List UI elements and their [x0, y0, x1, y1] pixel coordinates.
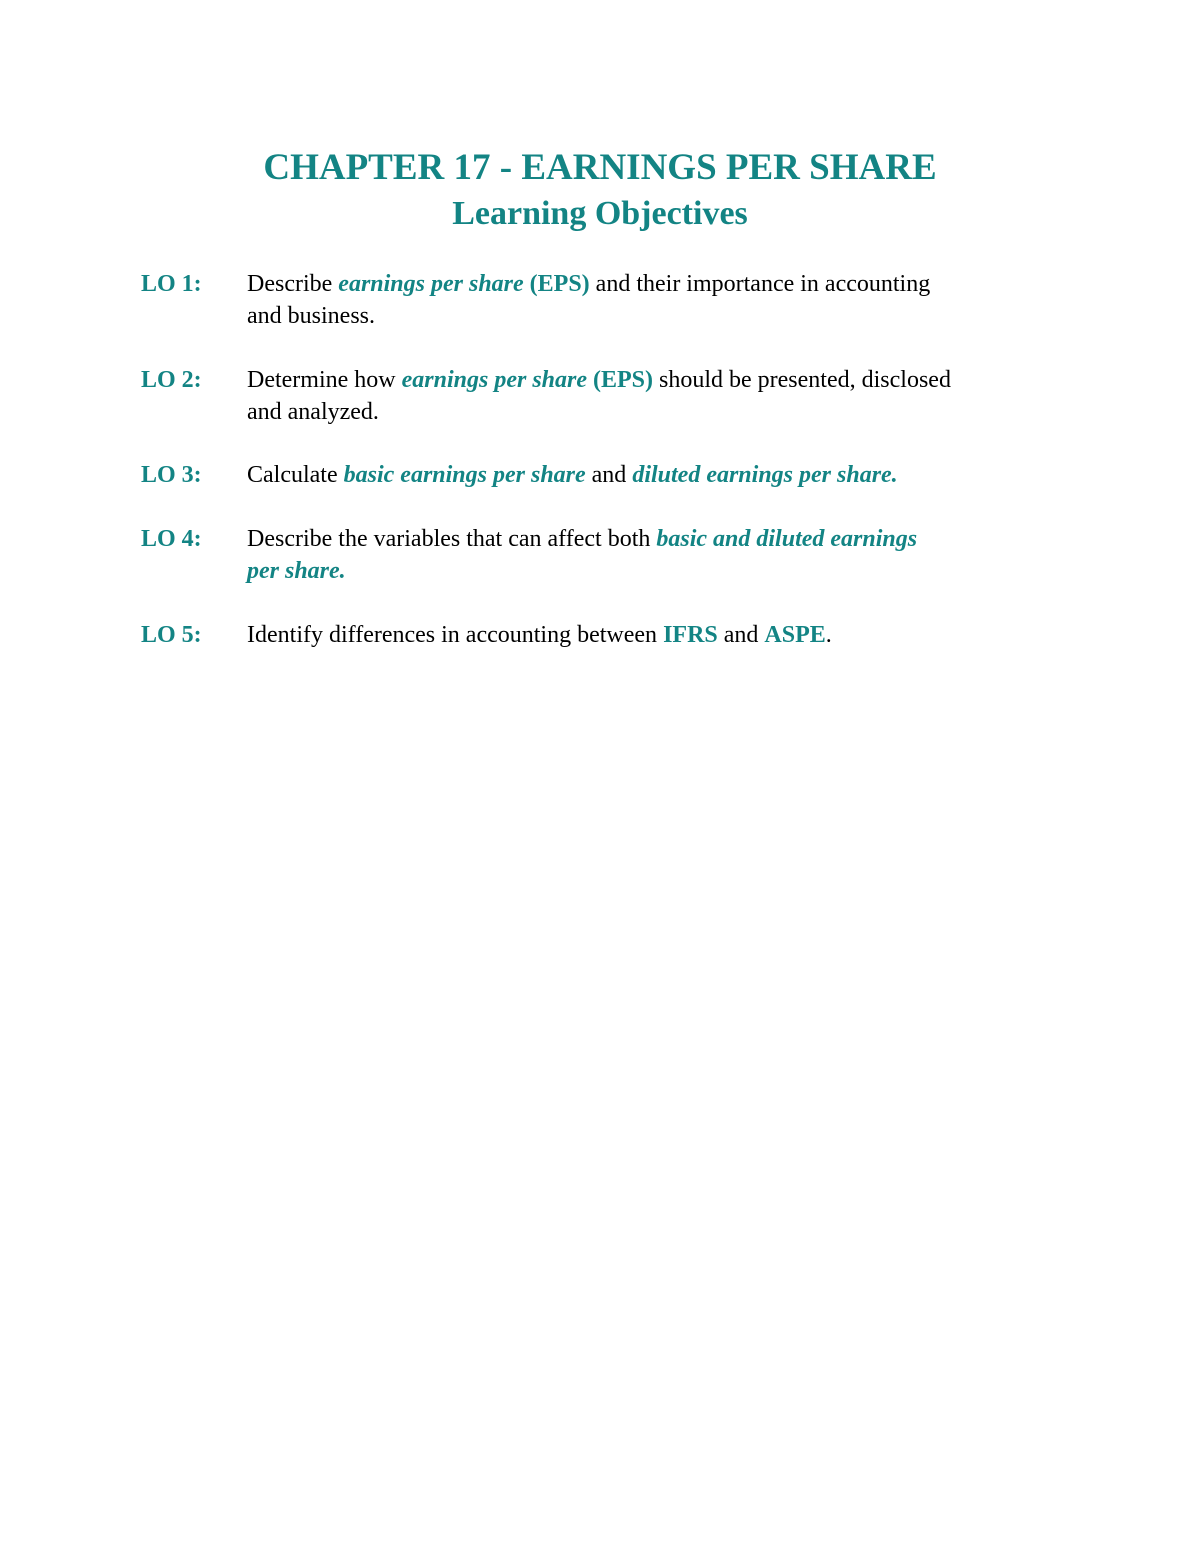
objective-line: and analyzed.: [247, 399, 379, 425]
text-segment: Describe the variables that can affect both: [247, 526, 657, 552]
objective-label: LO 1:: [141, 271, 202, 297]
highlighted-term: per share.: [247, 558, 346, 584]
text-segment: Describe: [247, 271, 339, 297]
highlighted-term: basic earnings per share: [343, 462, 586, 488]
page-subtitle: Learning Objectives: [452, 195, 748, 232]
text-segment: .: [825, 622, 832, 648]
objective-label: LO 5:: [141, 622, 202, 648]
page-title: CHAPTER 17 - EARNINGS PER SHARE: [263, 147, 937, 188]
objective-label: LO 4:: [141, 526, 202, 552]
text-segment: and: [717, 622, 765, 648]
highlighted-term: ASPE: [764, 622, 826, 648]
highlighted-term: earnings per share: [401, 367, 587, 393]
text-segment: Determine how: [247, 367, 402, 393]
highlighted-term: (EPS): [593, 367, 653, 393]
objective-text: [247, 364, 1067, 428]
objective-line: [247, 523, 1067, 555]
objective-line: [247, 268, 1067, 300]
objective-line: and business.: [247, 303, 375, 329]
text-segment: Calculate: [247, 462, 344, 488]
objective-text: [247, 619, 1067, 651]
text-segment: Identify differences in accounting between: [247, 622, 664, 648]
highlighted-term: diluted earnings per share.: [632, 462, 898, 488]
highlighted-term: earnings per share: [338, 271, 524, 297]
objective-label: LO 3:: [141, 462, 202, 488]
text-segment: should be presented, disclosed: [653, 367, 951, 393]
highlighted-term: (EPS): [529, 271, 590, 297]
highlighted-term: basic and diluted earnings: [656, 526, 918, 552]
text-segment: and: [585, 462, 633, 488]
objective-text: [247, 459, 1067, 491]
highlighted-term: IFRS: [663, 622, 718, 648]
objective-text: [247, 523, 1067, 587]
objective-line: [247, 459, 1067, 491]
objective-label: LO 2:: [141, 367, 202, 393]
text-segment: and their importance in accounting: [589, 271, 931, 297]
objective-line: [247, 619, 1067, 651]
objective-text: [247, 268, 1067, 332]
objective-line: [247, 364, 1067, 396]
